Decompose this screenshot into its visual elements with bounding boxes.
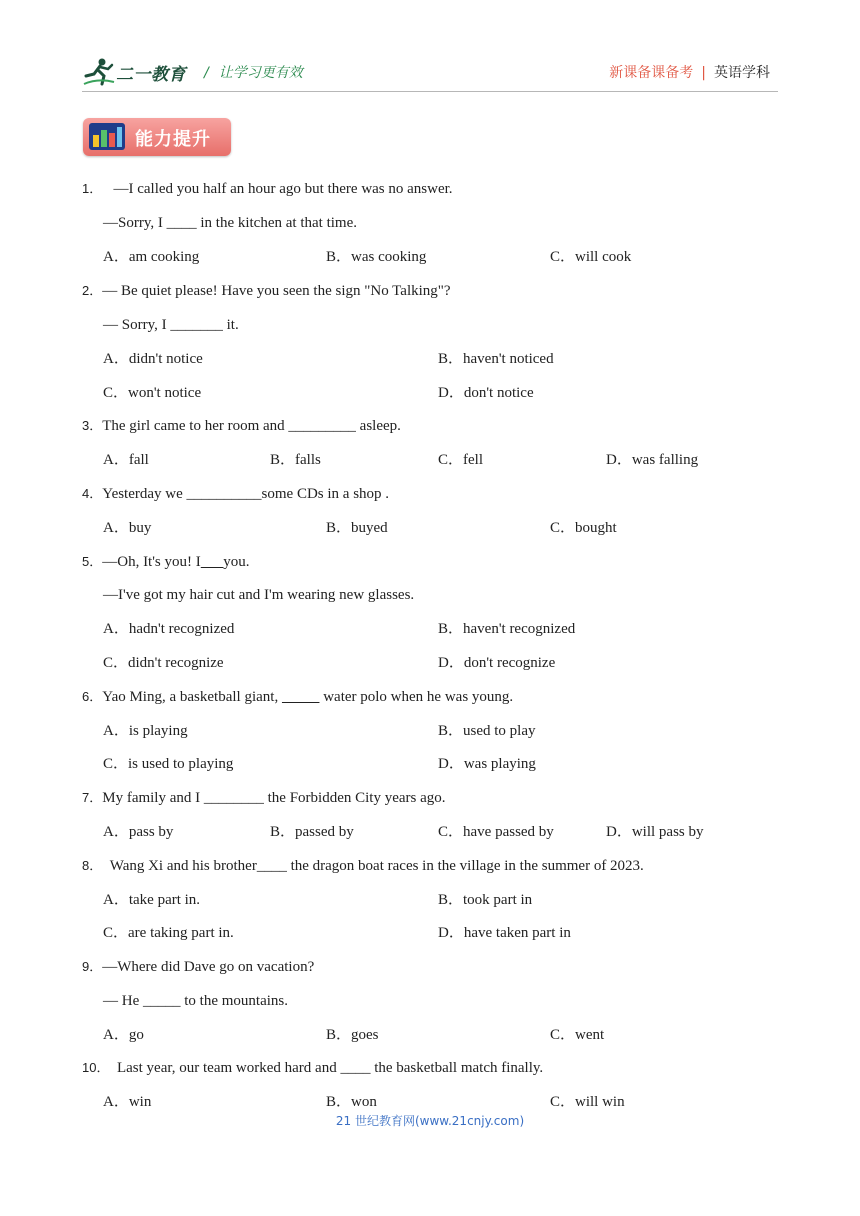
question-2-option-d[interactable]: D．don't notice <box>438 385 534 401</box>
answer-blank <box>282 689 320 705</box>
question-10-stem: 10． Last year, our team worked hard and ____ the basketball match finally. <box>82 1060 544 1076</box>
question-8-option-d[interactable]: D．have taken part in <box>438 925 571 941</box>
question-5-option-c[interactable]: C．didn't recognize <box>103 655 224 671</box>
logo-text: 二一教育 <box>116 65 186 85</box>
question-9-option-c[interactable]: C．went <box>550 1027 605 1043</box>
page-footer[interactable]: 21 世纪教育网(www.21cnjy.com) <box>335 1114 525 1128</box>
logo <box>82 56 192 88</box>
answer-blank <box>201 554 224 570</box>
question-2-option-b[interactable]: B．haven't noticed <box>438 351 554 367</box>
question-4-stem: 4．Yesterday we __________some CDs in a shop . <box>82 486 390 502</box>
slogan <box>204 62 303 82</box>
header-separator: | <box>701 65 706 81</box>
question-6-stem: 6．Yao Ming, a basketball giant, water polo when he was young. <box>82 689 514 705</box>
question-8-option-b[interactable]: B．took part in <box>438 892 533 908</box>
question-3-stem: 3．The girl came to her room and _________ asleep. <box>82 418 401 434</box>
question-6-option-a[interactable]: A．is playing <box>103 723 188 739</box>
runner-icon <box>82 56 116 88</box>
page-header <box>82 56 782 90</box>
question-5-line2: —I've got my hair cut and I'm wearing new glasses. <box>103 587 415 603</box>
question-7-stem: 7．My family and I ________ the Forbidden City years ago. <box>82 790 446 806</box>
subject-label: 英语学科 <box>714 65 770 81</box>
question-10-option-b[interactable]: B．won <box>326 1094 377 1110</box>
header-divider <box>82 91 778 92</box>
course-label: 新课备课备考 <box>609 65 694 81</box>
question-7-option-c[interactable]: C．have passed by <box>438 824 554 840</box>
question-8-option-c[interactable]: C．are taking part in. <box>103 925 234 941</box>
header-right <box>609 62 770 82</box>
question-7-option-b[interactable]: B．passed by <box>270 824 354 840</box>
question-9-line2: — He _____ to the mountains. <box>103 993 288 1009</box>
question-4-option-c[interactable]: C．bought <box>550 520 617 536</box>
question-1-line2: —Sorry, I ____ in the kitchen at that time. <box>103 215 357 231</box>
question-5-option-d[interactable]: D．don't recognize <box>438 655 556 671</box>
section-badge <box>83 118 231 156</box>
question-1-option-a[interactable]: A．am cooking <box>103 249 200 265</box>
question-4-option-b[interactable]: B．buyed <box>326 520 388 536</box>
question-1-stem: 1． —I called you half an hour ago but there was no answer. <box>82 181 453 197</box>
question-9-option-a[interactable]: A．go <box>103 1027 144 1043</box>
slogan-text: 让学习更有效 <box>218 65 303 81</box>
question-8-option-a[interactable]: A．take part in. <box>103 892 201 908</box>
chart-icon <box>89 123 125 150</box>
question-2-option-a[interactable]: A．didn't notice <box>103 351 203 367</box>
question-4-option-a[interactable]: A．buy <box>103 520 152 536</box>
question-10-option-a[interactable]: A．win <box>103 1094 152 1110</box>
question-3-option-d[interactable]: D．was falling <box>606 452 699 468</box>
question-7-option-a[interactable]: A．pass by <box>103 824 174 840</box>
question-1-option-b[interactable]: B．was cooking <box>326 249 427 265</box>
section-title: 能力提升 <box>135 129 211 150</box>
question-5-option-b[interactable]: B．haven't recognized <box>438 621 576 637</box>
question-3-option-a[interactable]: A．fall <box>103 452 149 468</box>
question-3-option-c[interactable]: C．fell <box>438 452 483 468</box>
question-6-option-c[interactable]: C．is used to playing <box>103 756 234 772</box>
question-1-option-c[interactable]: C．will cook <box>550 249 632 265</box>
question-5-option-a[interactable]: A．hadn't recognized <box>103 621 235 637</box>
question-2-stem: 2．— Be quiet please! Have you seen the sign "No Talking"? <box>82 283 451 299</box>
question-2-option-c[interactable]: C．won't notice <box>103 385 202 401</box>
question-8-stem: 8． Wang Xi and his brother____ the dragon boat races in the village in the summer of 2023. <box>82 858 644 874</box>
question-7-option-d[interactable]: D．will pass by <box>606 824 704 840</box>
question-6-option-b[interactable]: B．used to play <box>438 723 536 739</box>
question-2-line2: — Sorry, I _______ it. <box>103 317 239 333</box>
question-10-option-c[interactable]: C．will win <box>550 1094 625 1110</box>
question-6-option-d[interactable]: D．was playing <box>438 756 536 772</box>
question-5-stem: 5．—Oh, It's you! I you. <box>82 554 250 570</box>
question-9-stem: 9．—Where did Dave go on vacation? <box>82 959 315 975</box>
question-9-option-b[interactable]: B．goes <box>326 1027 379 1043</box>
slash-divider: / <box>204 65 209 81</box>
question-3-option-b[interactable]: B．falls <box>270 452 321 468</box>
